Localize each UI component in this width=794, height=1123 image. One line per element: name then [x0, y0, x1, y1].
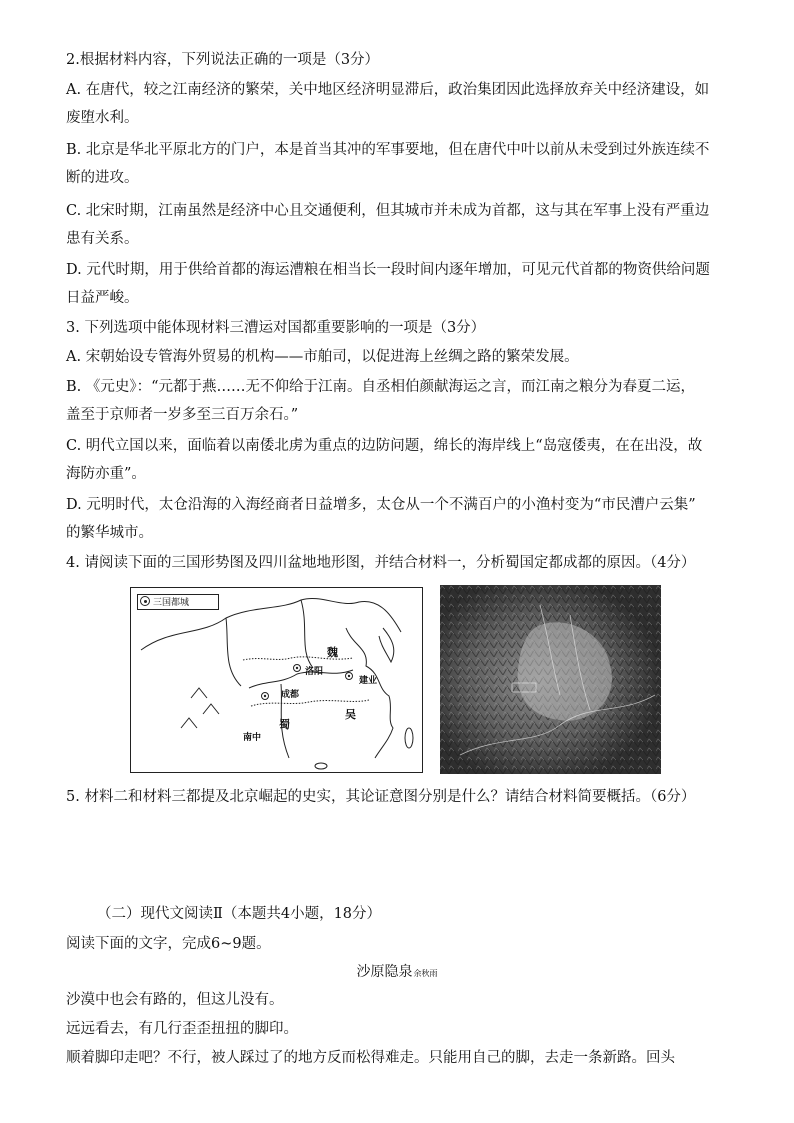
q3-stem: 3. 下列选项中能体现材料三漕运对国都重要影响的一项是（3分）: [66, 320, 486, 336]
q4-stem: 4. 请阅读下面的三国形势图及四川盆地地形图，并结合材料一，分析蜀国定都成都的原因。（4分）: [66, 555, 696, 571]
q2-option-c-cont: 患有关系。: [66, 231, 139, 247]
map-label-luoyang: 洛阳: [305, 667, 324, 677]
q2-option-b-cont: 断的进攻。: [66, 170, 139, 186]
q3-option-d-cont: 的繁华城市。: [66, 525, 153, 541]
q2-stem: 2.根据材料内容，下列说法正确的一项是（3分）: [66, 52, 380, 68]
q2-option-a: A. 在唐代，较之江南经济的繁荣，关中地区经济明显滞后，政治集团因此选择放弃关中经济建设，如: [66, 82, 710, 98]
three-kingdoms-map-drawing: [131, 588, 422, 772]
map-label-wu: 吴: [345, 708, 356, 721]
map-label-wei: 魏: [327, 646, 338, 659]
article-paragraph-2: 远远看去，有几行歪歪扭扭的脚印。: [66, 1021, 298, 1037]
article-title: [0, 962, 794, 984]
legend-label: 三国都城: [153, 598, 190, 608]
article-author: 余秋雨: [413, 969, 438, 978]
q2-option-c: C. 北宋时期，江南虽然是经济中心且交通便利，但其城市并未成为首都，这与其在军事上没有严重边: [66, 203, 710, 219]
q2-option-b: B. 北京是华北平原北方的门户，本是首当其冲的军事要地，但在唐代中叶以前从未受到过外族连续不: [66, 142, 710, 158]
capital-symbol-icon: [140, 596, 150, 606]
q3-option-b-cont: 盖至于京师者一岁多至三百万余石。”: [66, 407, 299, 423]
q2-option-a-cont: 废堕水利。: [66, 110, 139, 126]
q2-option-d: D. 元代时期，用于供给首都的海运漕粮在相当长一段时间内逐年增加，可见元代首都的物资供给问题: [66, 262, 710, 278]
map-label-jianye: 建业: [359, 676, 378, 686]
map-label-chengdu: 成都: [281, 690, 300, 700]
article-paragraph-3: 顺着脚印走吧？不行，被人踩过了的地方反而松得难走。只能用自己的脚，去走一条新路。回头: [66, 1050, 675, 1066]
map-label-nanzhong: 南中: [243, 733, 262, 743]
q3-option-a: A. 宋朝始设专管海外贸易的机构——市舶司，以促进海上丝绸之路的繁荣发展。: [66, 349, 579, 365]
article-paragraph-1: 沙漠中也会有路的，但这儿没有。: [66, 992, 284, 1008]
q3-option-d: D. 元明时代，太仓沿海的入海经商者日益增多，太仓从一个不满百户的小渔村变为“市民漕户云集”: [66, 497, 696, 513]
q3-option-c: C. 明代立国以来，面临着以南倭北虏为重点的边防问题，绵长的海岸线上“岛寇倭夷，在在出没，故: [66, 438, 703, 454]
map-label-shu: 蜀: [279, 718, 290, 731]
section-heading: （二）现代文阅读Ⅱ（本题共4小题，18分）: [97, 906, 382, 922]
q2-option-d-cont: 日益严峻。: [66, 290, 139, 306]
three-kingdoms-map: [130, 587, 423, 773]
terrain-map-drawing: [440, 585, 661, 774]
map-legend: [137, 594, 219, 610]
article-title-text: 沙原隐泉: [356, 964, 413, 980]
section-instruction: 阅读下面的文字，完成6~9题。: [66, 936, 271, 952]
q3-option-b: B. 《元史》：“元都于燕……无不仰给于江南。自丞相伯颜献海运之言，而江南之粮分为春夏二运，: [66, 379, 696, 395]
q5-stem: 5. 材料二和材料三都提及北京崛起的史实，其论证意图分别是什么？请结合材料简要概括。（6分）: [66, 789, 696, 805]
q3-option-c-cont: 海防亦重”。: [66, 466, 146, 482]
sichuan-basin-terrain-map: [440, 585, 661, 774]
